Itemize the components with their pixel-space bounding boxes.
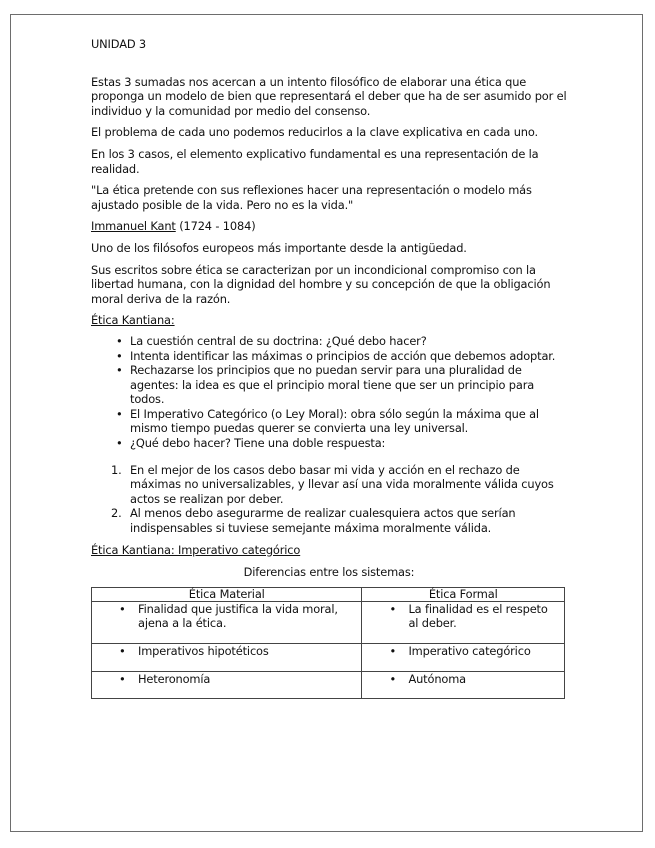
table-cell: • La finalidad es el respeto al deber.	[362, 602, 565, 644]
unit-heading: UNIDAD 3	[91, 37, 147, 51]
kant-heading	[91, 219, 567, 234]
cell-text: Imperativos hipotéticos	[138, 644, 269, 659]
document-body	[91, 37, 567, 699]
paragraph-quote: "La ética pretende con sus reflexiones hacer una representación o modelo más ajustado posible de la vida. Pero no es la vida."	[91, 183, 532, 212]
table-row	[92, 672, 565, 699]
table-cell: • Imperativos hipotéticos	[92, 644, 362, 672]
table-header-row	[92, 587, 565, 602]
list-item-text: En el mejor de los casos debo basar mi vida y acción en el rechazo de máximas no universalizables, y llevar así una vida moralmente válida cuyos actos se realizan por deber.	[130, 462, 554, 506]
cell-text: Finalidad que justifica la vida moral, ajena a la ética.	[138, 602, 338, 630]
list-number: 1.	[111, 462, 122, 477]
bullet-list	[91, 334, 567, 451]
cell-text: Heteronomía	[138, 672, 211, 687]
cell-text: Imperativo categórico	[408, 644, 531, 659]
list-item	[111, 462, 567, 507]
table-caption: Diferencias entre los sistemas:	[243, 565, 415, 580]
table-cell: • Heteronomía	[92, 672, 362, 699]
list-item: • Rechazarse los principios que no puedan servir para una pluralidad de agentes: la idea es que el principio moral tiene que ser un principio para todos.	[130, 363, 567, 407]
table-cell: • Imperativo categórico	[362, 644, 565, 672]
list-item: • El Imperativo Categórico (o Ley Moral): obra sólo según la máxima que al mismo tiempo puedas querer se convierta una ley universal.	[130, 407, 567, 436]
cell-text: La finalidad es el respeto al deber.	[408, 602, 548, 630]
section-title-imperativo: Ética Kantiana: Imperativo categórico	[91, 542, 301, 557]
list-item-text: Al menos debo asegurarme de realizar cualesquiera actos que serían indispensables si tuviese semejante máxima moralmente válida.	[130, 506, 516, 536]
table-cell: • Finalidad que justifica la vida moral, ajena a la ética.	[92, 602, 362, 644]
table-row	[92, 602, 565, 644]
cell-text: Autónoma	[408, 672, 466, 687]
list-item: • Intenta identificar las máximas o principios de acción que debemos adoptar.	[130, 349, 567, 364]
kant-intro: Uno de los filósofos europeos más importante desde la antigüedad.	[91, 240, 467, 255]
list-item: • La cuestión central de su doctrina: ¿Qué debo hacer?	[130, 334, 567, 349]
paragraph-problem: El problema de cada uno podemos reducirlos a la clave explicativa en cada uno.	[91, 125, 538, 140]
column-header-formal: Ética Formal	[362, 587, 565, 602]
paragraph-intro: Estas 3 sumadas nos acercan a un intento filosófico de elaborar una ética que proponga un modelo de bien que representará el deber que ha de ser asumido por el individuo y la comunidad por medio del consenso.	[91, 74, 567, 118]
kant-years: (1724 - 1084)	[175, 219, 256, 234]
numbered-list	[91, 463, 567, 536]
list-number: 2.	[111, 506, 122, 521]
list-item: • ¿Qué debo hacer? Tiene una doble respuesta:	[130, 436, 567, 451]
comparison-table	[91, 587, 565, 700]
table-row	[92, 644, 565, 672]
list-item	[111, 506, 567, 536]
paragraph-cases: En los 3 casos, el elemento explicativo fundamental es una representación de la realidad.	[91, 146, 539, 176]
table-cell: • Autónoma	[362, 672, 565, 699]
section-title-etica-kantiana: Ética Kantiana:	[91, 313, 175, 328]
kant-writings: Sus escritos sobre ética se caracterizan por un incondicional compromiso con la libertad humana, con la dignidad del hombre y su concepción de que la obligación moral deriva de la razón.	[91, 262, 551, 306]
document-page	[10, 14, 643, 832]
column-header-material: Ética Material	[92, 587, 362, 602]
kant-name: Immanuel Kant	[91, 219, 176, 234]
